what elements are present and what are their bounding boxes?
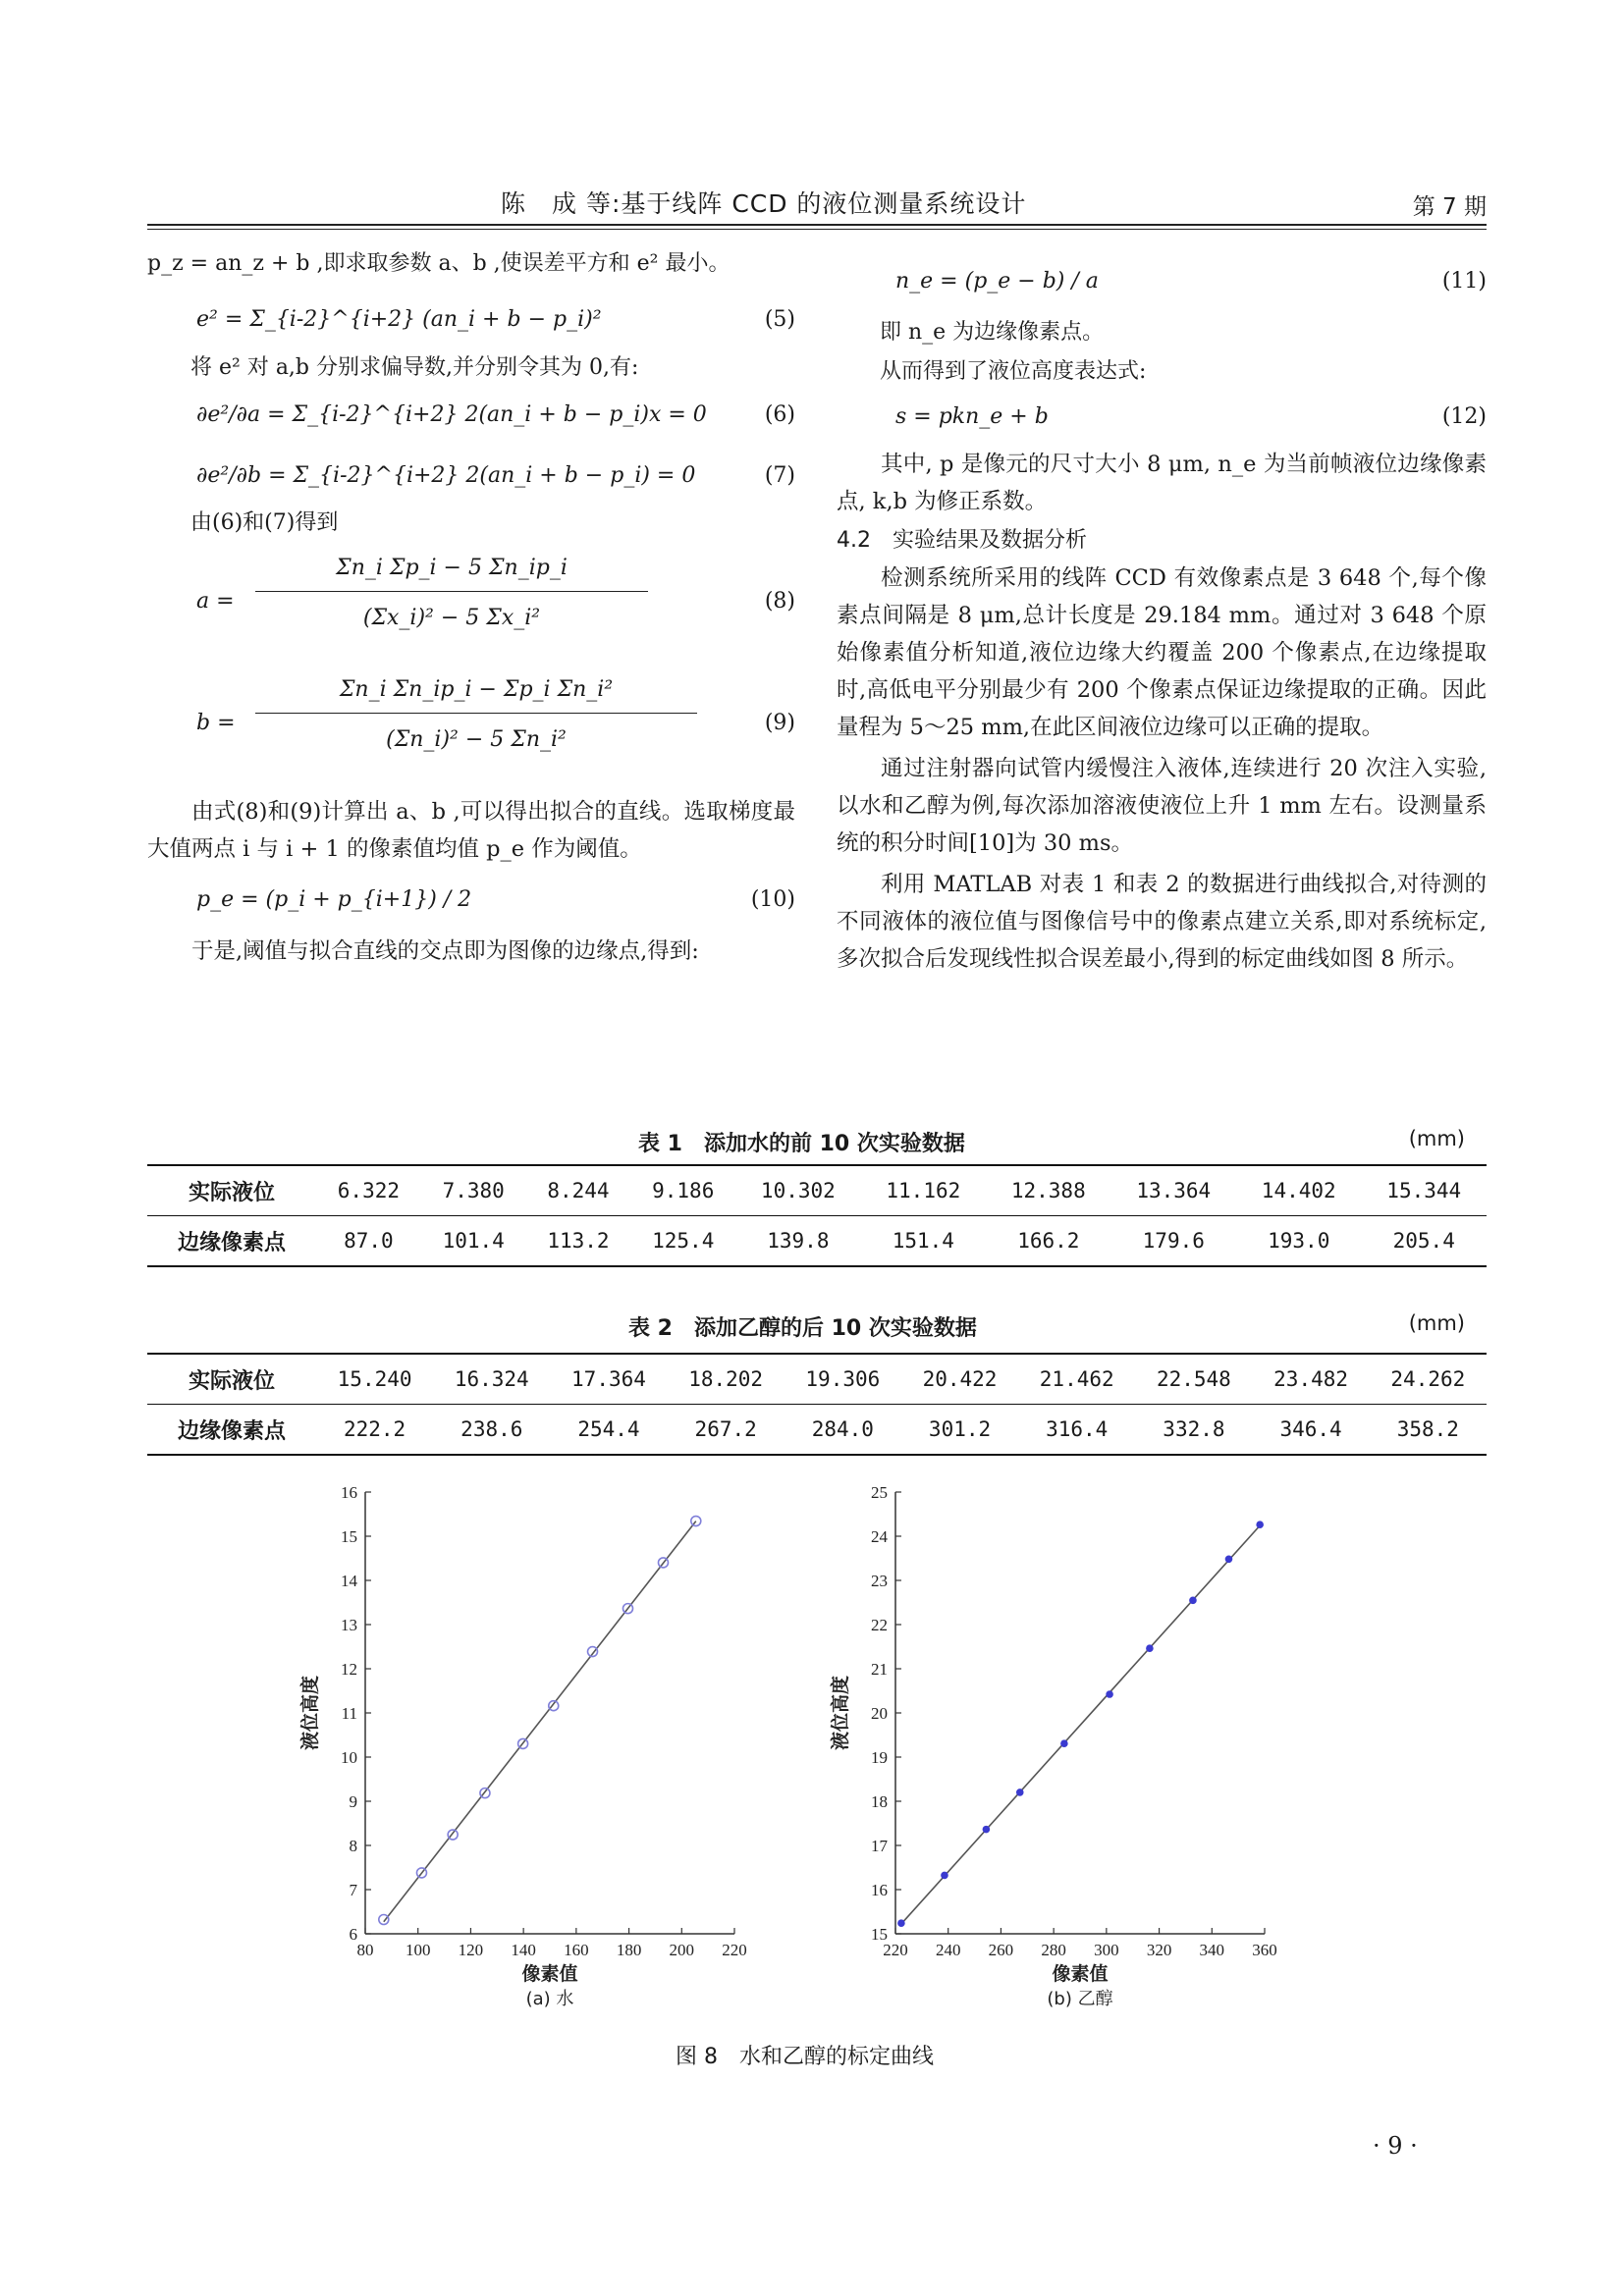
chart-subcaption: (b) 乙醇 bbox=[1047, 1989, 1113, 2009]
equation-5-body: e² = Σ_{i-2}^{i+2} (an_i + b − p_i)² bbox=[196, 307, 602, 332]
injection-paragraph: 通过注射器向试管内缓慢注入液体,连续进行 20 次注入实验,以水和乙醇为例,每次添加溶液使液位上升 1 mm 左右。设测量系统的积分时间[10]为 30 ms。 bbox=[837, 756, 1487, 856]
equation-11-body: n_e = (p_e − b) / a bbox=[895, 269, 1099, 294]
equation-5 bbox=[147, 293, 795, 347]
y-tick-label: 15 bbox=[871, 1925, 888, 1944]
table-2-caption-row bbox=[147, 1311, 1487, 1343]
y-tick-label: 14 bbox=[341, 1572, 357, 1590]
data-point bbox=[1190, 1597, 1196, 1603]
x-tick-label: 300 bbox=[1094, 1941, 1119, 1959]
from-text: 由(6)和(7)得到 bbox=[190, 510, 339, 535]
table-cell: 11.162 bbox=[861, 1165, 986, 1216]
table-cell: 193.0 bbox=[1236, 1216, 1361, 1267]
table-row bbox=[147, 1216, 1487, 1267]
table-row bbox=[147, 1405, 1487, 1456]
table-cell: 238.6 bbox=[433, 1405, 550, 1456]
table-cell: 22.548 bbox=[1135, 1354, 1252, 1405]
data-point bbox=[549, 1701, 559, 1711]
y-tick-label: 18 bbox=[871, 1792, 888, 1811]
table-cell: 139.8 bbox=[735, 1216, 860, 1267]
table-cell: 101.4 bbox=[421, 1216, 526, 1267]
y-tick-label: 16 bbox=[871, 1881, 888, 1899]
table-cell: 113.2 bbox=[526, 1216, 631, 1267]
y-tick-label: 15 bbox=[341, 1527, 357, 1546]
intro-line: p_z = an_z + b ,即求取参数 a、b ,使误差平方和 e² 最小。 bbox=[147, 251, 731, 276]
table-cell: 205.4 bbox=[1361, 1216, 1487, 1267]
table-1-caption-row bbox=[147, 1127, 1487, 1158]
y-tick-label: 25 bbox=[871, 1483, 888, 1502]
equation-8-denominator: (Σx_i)² − 5 Σx_i² bbox=[362, 606, 541, 630]
y-tick-label: 20 bbox=[871, 1704, 888, 1723]
x-tick-label: 160 bbox=[564, 1941, 589, 1959]
equation-7-body: ∂e²/∂b = Σ_{i-2}^{i+2} 2(an_i + b − p_i) = 0 bbox=[196, 463, 696, 488]
table-row-label: 实际液位 bbox=[147, 1165, 316, 1216]
fit-paragraph: 由式(8)和(9)计算出 a、b ,可以得出拟合的直线。选取梯度最大值两点 i 与 i + 1 的像素值均值 p_e 作为阈值。 bbox=[147, 799, 795, 862]
table-1 bbox=[147, 1164, 1487, 1267]
equation-9-number: (9) bbox=[764, 711, 795, 735]
table-row bbox=[147, 1354, 1487, 1405]
ccd-paragraph: 检测系统所采用的线阵 CCD 有效像素点是 3 648 个,每个像素点间隔是 8 μm,总计长度是 29.184 mm。通过对 3 648 个原始像素值分析知道,液位边缘大约覆盖 200 个像素点,在边缘提取时,高低电平分别最少有 200 个像素点保证边缘提取的正确。因此量程为 5～25 mm,在此区间液位边缘可以正确的提取。 bbox=[837, 565, 1487, 740]
table-cell: 15.344 bbox=[1361, 1165, 1487, 1216]
table-cell: 21.462 bbox=[1018, 1354, 1135, 1405]
table-cell: 7.380 bbox=[421, 1165, 526, 1216]
table-row-label: 边缘像素点 bbox=[147, 1216, 316, 1267]
x-tick-label: 360 bbox=[1252, 1941, 1277, 1959]
equation-12-body: s = pkn_e + b bbox=[895, 404, 1049, 429]
x-tick-label: 280 bbox=[1041, 1941, 1066, 1959]
issue-number: 第 7 期 bbox=[1412, 194, 1487, 220]
table-cell: 346.4 bbox=[1253, 1405, 1370, 1456]
table-cell: 20.422 bbox=[901, 1354, 1018, 1405]
table-cell: 332.8 bbox=[1135, 1405, 1252, 1456]
page-number: · 9 · bbox=[1373, 2132, 1418, 2160]
running-header: 陈 成 等:基于线阵 CCD 的液位测量系统设计 bbox=[501, 189, 1027, 218]
table-cell: 125.4 bbox=[630, 1216, 735, 1267]
y-tick-label: 8 bbox=[349, 1837, 357, 1855]
x-tick-label: 260 bbox=[988, 1941, 1014, 1959]
table-cell: 254.4 bbox=[550, 1405, 667, 1456]
equation-9-lhs: b = bbox=[196, 711, 236, 735]
equation-8 bbox=[147, 546, 795, 662]
table-cell: 316.4 bbox=[1018, 1405, 1135, 1456]
x-axis-label: 像素值 bbox=[521, 1963, 578, 1985]
data-point bbox=[942, 1872, 947, 1878]
equation-7-number: (7) bbox=[764, 463, 795, 488]
x-tick-label: 140 bbox=[511, 1941, 536, 1959]
table-2 bbox=[147, 1353, 1487, 1456]
x-tick-label: 240 bbox=[935, 1941, 961, 1959]
table-cell: 87.0 bbox=[316, 1216, 421, 1267]
table-cell: 6.322 bbox=[316, 1165, 421, 1216]
data-point bbox=[983, 1827, 989, 1833]
equation-6-body: ∂e²/∂a = Σ_{i-2}^{i+2} 2(an_i + b − p_i)x = 0 bbox=[196, 402, 707, 427]
data-point bbox=[1107, 1691, 1112, 1697]
data-point bbox=[379, 1915, 389, 1925]
data-point bbox=[898, 1920, 904, 1926]
matlab-paragraph: 利用 MATLAB 对表 1 和表 2 的数据进行曲线拟合,对待测的不同液体的液位值与图像信号中的像素点建立关系,即对系统标定,多次拟合后发现线性拟合误差最小,得到的标定曲线如图 8 所示。 bbox=[837, 872, 1487, 972]
equation-6 bbox=[147, 385, 795, 446]
chart-ethanol bbox=[815, 1477, 1365, 2027]
y-tick-label: 7 bbox=[349, 1881, 357, 1899]
equation-8-number: (8) bbox=[764, 589, 795, 614]
y-tick-label: 16 bbox=[341, 1483, 357, 1502]
equation-5-number: (5) bbox=[764, 307, 795, 332]
chart-subcaption: (a) 水 bbox=[525, 1989, 574, 2009]
equation-7 bbox=[147, 446, 795, 507]
equation-11 bbox=[837, 247, 1487, 316]
y-tick-label: 19 bbox=[871, 1748, 888, 1767]
table-cell: 222.2 bbox=[316, 1405, 433, 1456]
table-row bbox=[147, 1165, 1487, 1216]
equation-9-numerator: Σn_i Σn_ip_i − Σp_i Σn_i² bbox=[255, 673, 697, 714]
equation-11-number: (11) bbox=[1441, 269, 1487, 294]
table-cell: 10.302 bbox=[735, 1165, 860, 1216]
y-tick-label: 11 bbox=[341, 1704, 357, 1723]
x-tick-label: 80 bbox=[356, 1941, 374, 1959]
table-cell: 267.2 bbox=[668, 1405, 785, 1456]
table-cell: 14.402 bbox=[1236, 1165, 1361, 1216]
equation-9-denominator: (Σn_i)² − 5 Σn_i² bbox=[386, 727, 567, 752]
header-rule-thin bbox=[147, 229, 1487, 230]
left-column bbox=[147, 247, 795, 970]
edge-pixel-line: 即 n_e 为边缘像素点。 bbox=[880, 320, 1105, 345]
equation-10 bbox=[147, 868, 795, 933]
figure-caption: 图 8 水和乙醇的标定曲线 bbox=[676, 2045, 934, 2069]
equation-9 bbox=[147, 662, 795, 789]
table-cell: 358.2 bbox=[1370, 1405, 1487, 1456]
table-cell: 301.2 bbox=[901, 1405, 1018, 1456]
equation-12 bbox=[837, 389, 1487, 446]
y-tick-label: 24 bbox=[871, 1527, 888, 1546]
y-tick-label: 12 bbox=[341, 1660, 357, 1679]
table-cell: 18.202 bbox=[668, 1354, 785, 1405]
data-point bbox=[1257, 1522, 1263, 1527]
table-cell: 12.388 bbox=[986, 1165, 1110, 1216]
fit-line bbox=[901, 1525, 1260, 1924]
table-cell: 9.186 bbox=[630, 1165, 735, 1216]
y-axis-label: 液位高度 bbox=[299, 1675, 321, 1751]
table-cell: 8.244 bbox=[526, 1165, 631, 1216]
y-tick-label: 10 bbox=[341, 1748, 357, 1767]
table-cell: 284.0 bbox=[785, 1405, 901, 1456]
x-tick-label: 220 bbox=[883, 1941, 908, 1959]
data-point bbox=[1061, 1740, 1067, 1746]
y-tick-label: 13 bbox=[341, 1616, 357, 1634]
table-row-label: 实际液位 bbox=[147, 1354, 316, 1405]
x-tick-label: 320 bbox=[1146, 1941, 1172, 1959]
y-tick-label: 22 bbox=[871, 1616, 888, 1634]
table-cell: 17.364 bbox=[550, 1354, 667, 1405]
derivative-text: 将 e² 对 a,b 分别求偏导数,并分别令其为 0,有: bbox=[190, 355, 639, 380]
equation-9-fraction bbox=[255, 673, 697, 757]
y-tick-label: 17 bbox=[871, 1837, 888, 1855]
x-axis-label: 像素值 bbox=[1052, 1963, 1109, 1985]
data-point bbox=[1225, 1556, 1231, 1562]
table-cell: 179.6 bbox=[1111, 1216, 1236, 1267]
table-1-unit: (mm) bbox=[1408, 1127, 1465, 1150]
table-2-caption: 表 2 添加乙醇的后 10 次实验数据 bbox=[628, 1316, 977, 1341]
table-cell: 16.324 bbox=[433, 1354, 550, 1405]
table-cell: 13.364 bbox=[1111, 1165, 1236, 1216]
data-point bbox=[448, 1830, 458, 1840]
equation-8-numerator: Σn_i Σp_i − 5 Σn_ip_i bbox=[255, 552, 648, 592]
data-point bbox=[691, 1517, 701, 1526]
table-cell: 151.4 bbox=[861, 1216, 986, 1267]
equation-6-number: (6) bbox=[764, 402, 795, 427]
y-tick-label: 21 bbox=[871, 1660, 888, 1679]
table-cell: 24.262 bbox=[1370, 1354, 1487, 1405]
table-2-unit: (mm) bbox=[1408, 1311, 1465, 1335]
table-cell: 19.306 bbox=[785, 1354, 901, 1405]
chart-water bbox=[285, 1477, 835, 2027]
data-point bbox=[1147, 1645, 1153, 1651]
data-point bbox=[1017, 1789, 1023, 1795]
expression-line: 从而得到了液位高度表达式: bbox=[880, 359, 1147, 384]
y-tick-label: 6 bbox=[349, 1925, 357, 1944]
equation-10-body: p_e = (p_i + p_{i+1}) / 2 bbox=[196, 887, 472, 912]
fit-line bbox=[384, 1522, 696, 1922]
x-tick-label: 220 bbox=[722, 1941, 747, 1959]
x-tick-label: 120 bbox=[458, 1941, 484, 1959]
table-cell: 15.240 bbox=[316, 1354, 433, 1405]
equation-10-number: (10) bbox=[750, 887, 795, 912]
equation-8-lhs: a = bbox=[196, 589, 235, 614]
table-row-label: 边缘像素点 bbox=[147, 1405, 316, 1456]
y-tick-label: 9 bbox=[349, 1792, 357, 1811]
right-column bbox=[837, 247, 1487, 978]
x-tick-label: 340 bbox=[1199, 1941, 1225, 1959]
table-1-caption: 表 1 添加水的前 10 次实验数据 bbox=[638, 1132, 965, 1156]
y-axis-label: 液位高度 bbox=[830, 1675, 851, 1751]
table-cell: 166.2 bbox=[986, 1216, 1110, 1267]
section-heading: 4.2 实验结果及数据分析 bbox=[837, 528, 1087, 553]
edge-paragraph: 于是,阈值与拟合直线的交点即为图像的边缘点,得到: bbox=[191, 938, 699, 964]
y-tick-label: 23 bbox=[871, 1572, 888, 1590]
equation-12-number: (12) bbox=[1441, 404, 1487, 429]
x-tick-label: 200 bbox=[669, 1941, 695, 1959]
x-tick-label: 180 bbox=[616, 1941, 642, 1959]
header-rule bbox=[147, 224, 1487, 226]
x-tick-label: 100 bbox=[405, 1941, 431, 1959]
equation-8-fraction bbox=[255, 552, 648, 635]
where-paragraph: 其中, p 是像元的尺寸大小 8 μm, n_e 为当前帧液位边缘像素点, k,b 为修正系数。 bbox=[837, 452, 1487, 514]
table-cell: 23.482 bbox=[1253, 1354, 1370, 1405]
